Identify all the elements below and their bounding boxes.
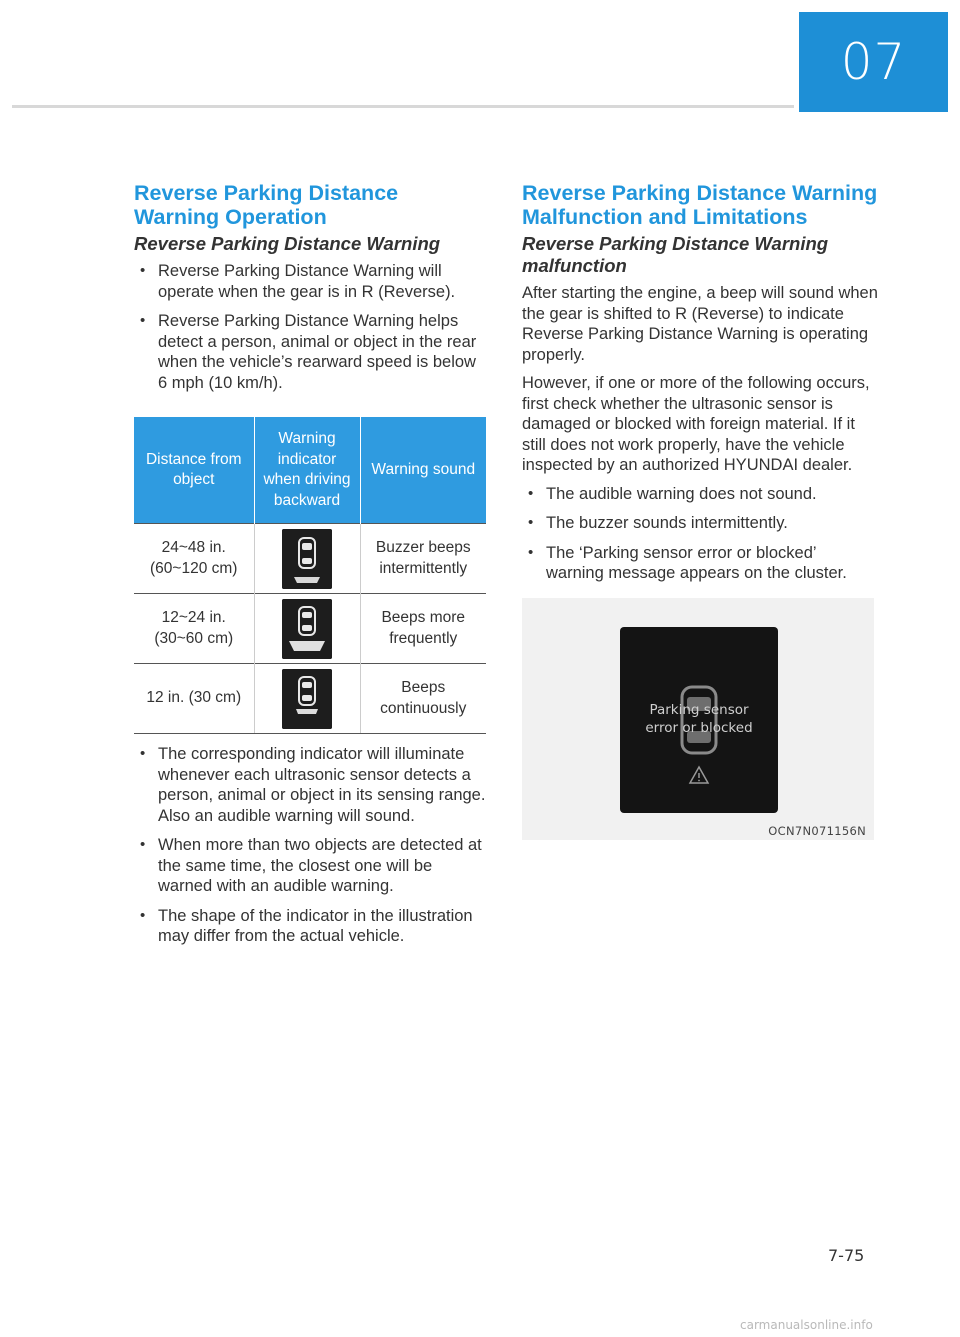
list-item: • The corresponding indicator will illuminate whenever each ultrasonic sensor detects a person, animal or object in its sensing range. Also an audible warning will sound. [134,744,486,826]
sound-cell: Beeps more frequently [360,594,486,664]
distance-table [134,417,486,734]
subtitle-malfunction: Reverse Parking Distance Warning malfunction [522,233,829,276]
list-item: • The audible warning does not sound. [522,484,878,505]
paragraph: After starting the engine, a beep will sound when the gear is shifted to R (Reverse) to indicate Reverse Parking Distance Warning is operating properly. [522,284,878,364]
header-rule [12,105,794,108]
header-sound: Warning sound [360,417,486,524]
subtitle-warning: Reverse Parking Distance Warning [134,233,441,254]
list-item: • The ‘Parking sensor error or blocked’ warning message appears on the cluster. [522,543,878,584]
list-item: • The buzzer sounds intermittently. [522,513,878,534]
message-line-2: error or blocked [645,719,753,736]
distance-cell: 12~24 in. (30~60 cm) [134,594,254,664]
distance-cell: 24~48 in. (60~120 cm) [134,524,254,594]
sound-cell: Buzzer beeps intermittently [360,524,486,594]
left-column [134,181,486,956]
cluster-display [620,627,778,813]
watermark: carmanualsonline.info [740,1318,873,1332]
table-row [134,594,486,664]
right-column [522,181,878,840]
list-item: • The shape of the indicator in the illustration may differ from the actual vehicle. [134,906,486,947]
cluster-message [620,701,778,737]
rear-sensor-indicator-icon [282,529,332,589]
operation-bullets [134,261,486,393]
indicator-cell [254,524,360,594]
distance-cell: 12 in. (30 cm) [134,664,254,734]
figure-code: OCN7N071156N [768,823,866,838]
indicator-cell [254,594,360,664]
sound-cell: Beeps continuously [360,664,486,734]
table-row [134,664,486,734]
section-title-malfunction: Reverse Parking Distance Warning Malfunction and Limitations [522,181,878,229]
list-item: • Reverse Parking Distance Warning will operate when the gear is in R (Reverse). [134,261,486,302]
page-number: 7-75 [828,1246,865,1265]
list-item: • When more than two objects are detected at the same time, the closest one will be warned with an audible warning. [134,835,486,897]
paragraph: However, if one or more of the following occurs, first check whether the ultrasonic sensor is damaged or blocked with foreign material. If it still does not work properly, have the vehicle inspected by an authorized HYUNDAI dealer. [522,374,870,474]
section-title-operation: Reverse Parking Distance Warning Operation [134,181,399,229]
message-line-1: Parking sensor [649,701,749,718]
indicator-notes [134,744,486,947]
rear-sensor-indicator-icon [282,599,332,659]
header-indicator: Warning indicator when driving backward [254,417,360,524]
table-row [134,524,486,594]
chapter-tab: 07 [799,12,948,112]
malfunction-bullets [522,484,878,584]
rear-sensor-indicator-icon [282,669,332,729]
cluster-figure [522,598,874,840]
header-distance: Distance from object [134,417,254,524]
list-item: • Reverse Parking Distance Warning helps detect a person, animal or object in the rear when the vehicle’s rearward speed is below 6 mph (10 km/h). [134,311,486,393]
indicator-cell [254,664,360,734]
